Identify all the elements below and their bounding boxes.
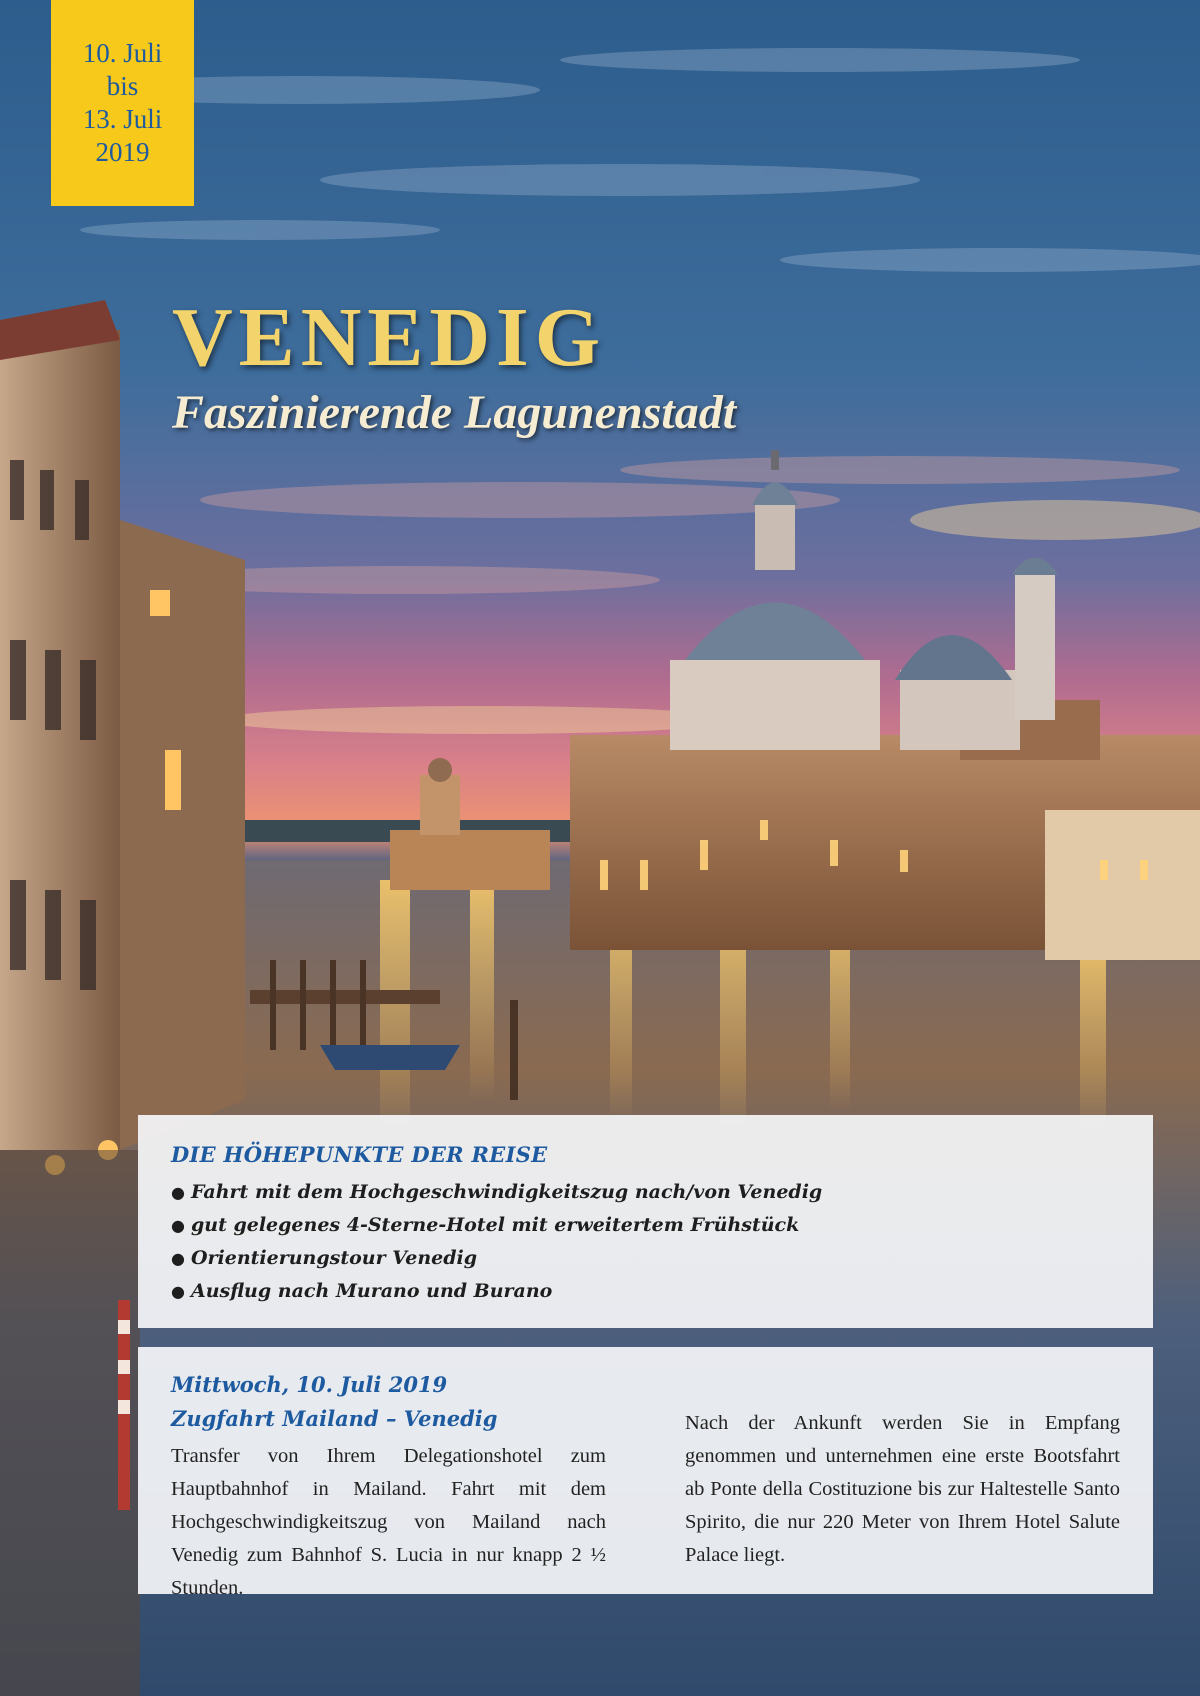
date-start: 10. Juli bbox=[82, 38, 163, 68]
page-title: VENEDIG bbox=[172, 291, 607, 384]
date-range-badge bbox=[51, 0, 194, 206]
page-subtitle: Faszinierende Lagunenstadt bbox=[172, 386, 737, 439]
highlight-item: ● Ausflug nach Murano und Burano bbox=[171, 1275, 822, 1308]
highlights-heading: DIE HÖHEPUNKTE DER REISE bbox=[171, 1142, 548, 1167]
date-end: 13. Juli bbox=[82, 104, 163, 134]
day-text-right: Nach der Ankunft werden Sie in Empfang genommen und unternehmen eine erste Bootsfahrt ab Ponte della Costituzione bis zur Haltestelle Santo Spirito, die nur 220 Meter von Ihrem Hotel Salute Palace liegt. bbox=[685, 1412, 1120, 1566]
highlights-panel bbox=[138, 1115, 1153, 1328]
day-text-left: Transfer von Ihrem Delegationshotel zum Hauptbahnhof in Mailand. Fahrt mit dem Hochgeschwindigkeitszug von Mailand nach Venedig zum Bahnhof S. Lucia in nur knapp 2 ½ Stunden. bbox=[171, 1445, 606, 1599]
highlight-item: ● gut gelegenes 4-Sterne-Hotel mit erweitertem Frühstück bbox=[171, 1209, 822, 1242]
highlights-list bbox=[171, 1176, 822, 1308]
day-route-heading: Zugfahrt Mailand – Venedig bbox=[171, 1406, 498, 1431]
highlight-item: ● Orientierungstour Venedig bbox=[171, 1242, 822, 1275]
highlight-item: ● Fahrt mit dem Hochgeschwindigkeitszug nach/von Venedig bbox=[171, 1176, 822, 1209]
date-separator: bis bbox=[106, 71, 139, 101]
itinerary-day-panel bbox=[138, 1347, 1153, 1599]
date-year: 2019 bbox=[95, 137, 150, 167]
day-date-heading: Mittwoch, 10. Juli 2019 bbox=[171, 1372, 448, 1397]
